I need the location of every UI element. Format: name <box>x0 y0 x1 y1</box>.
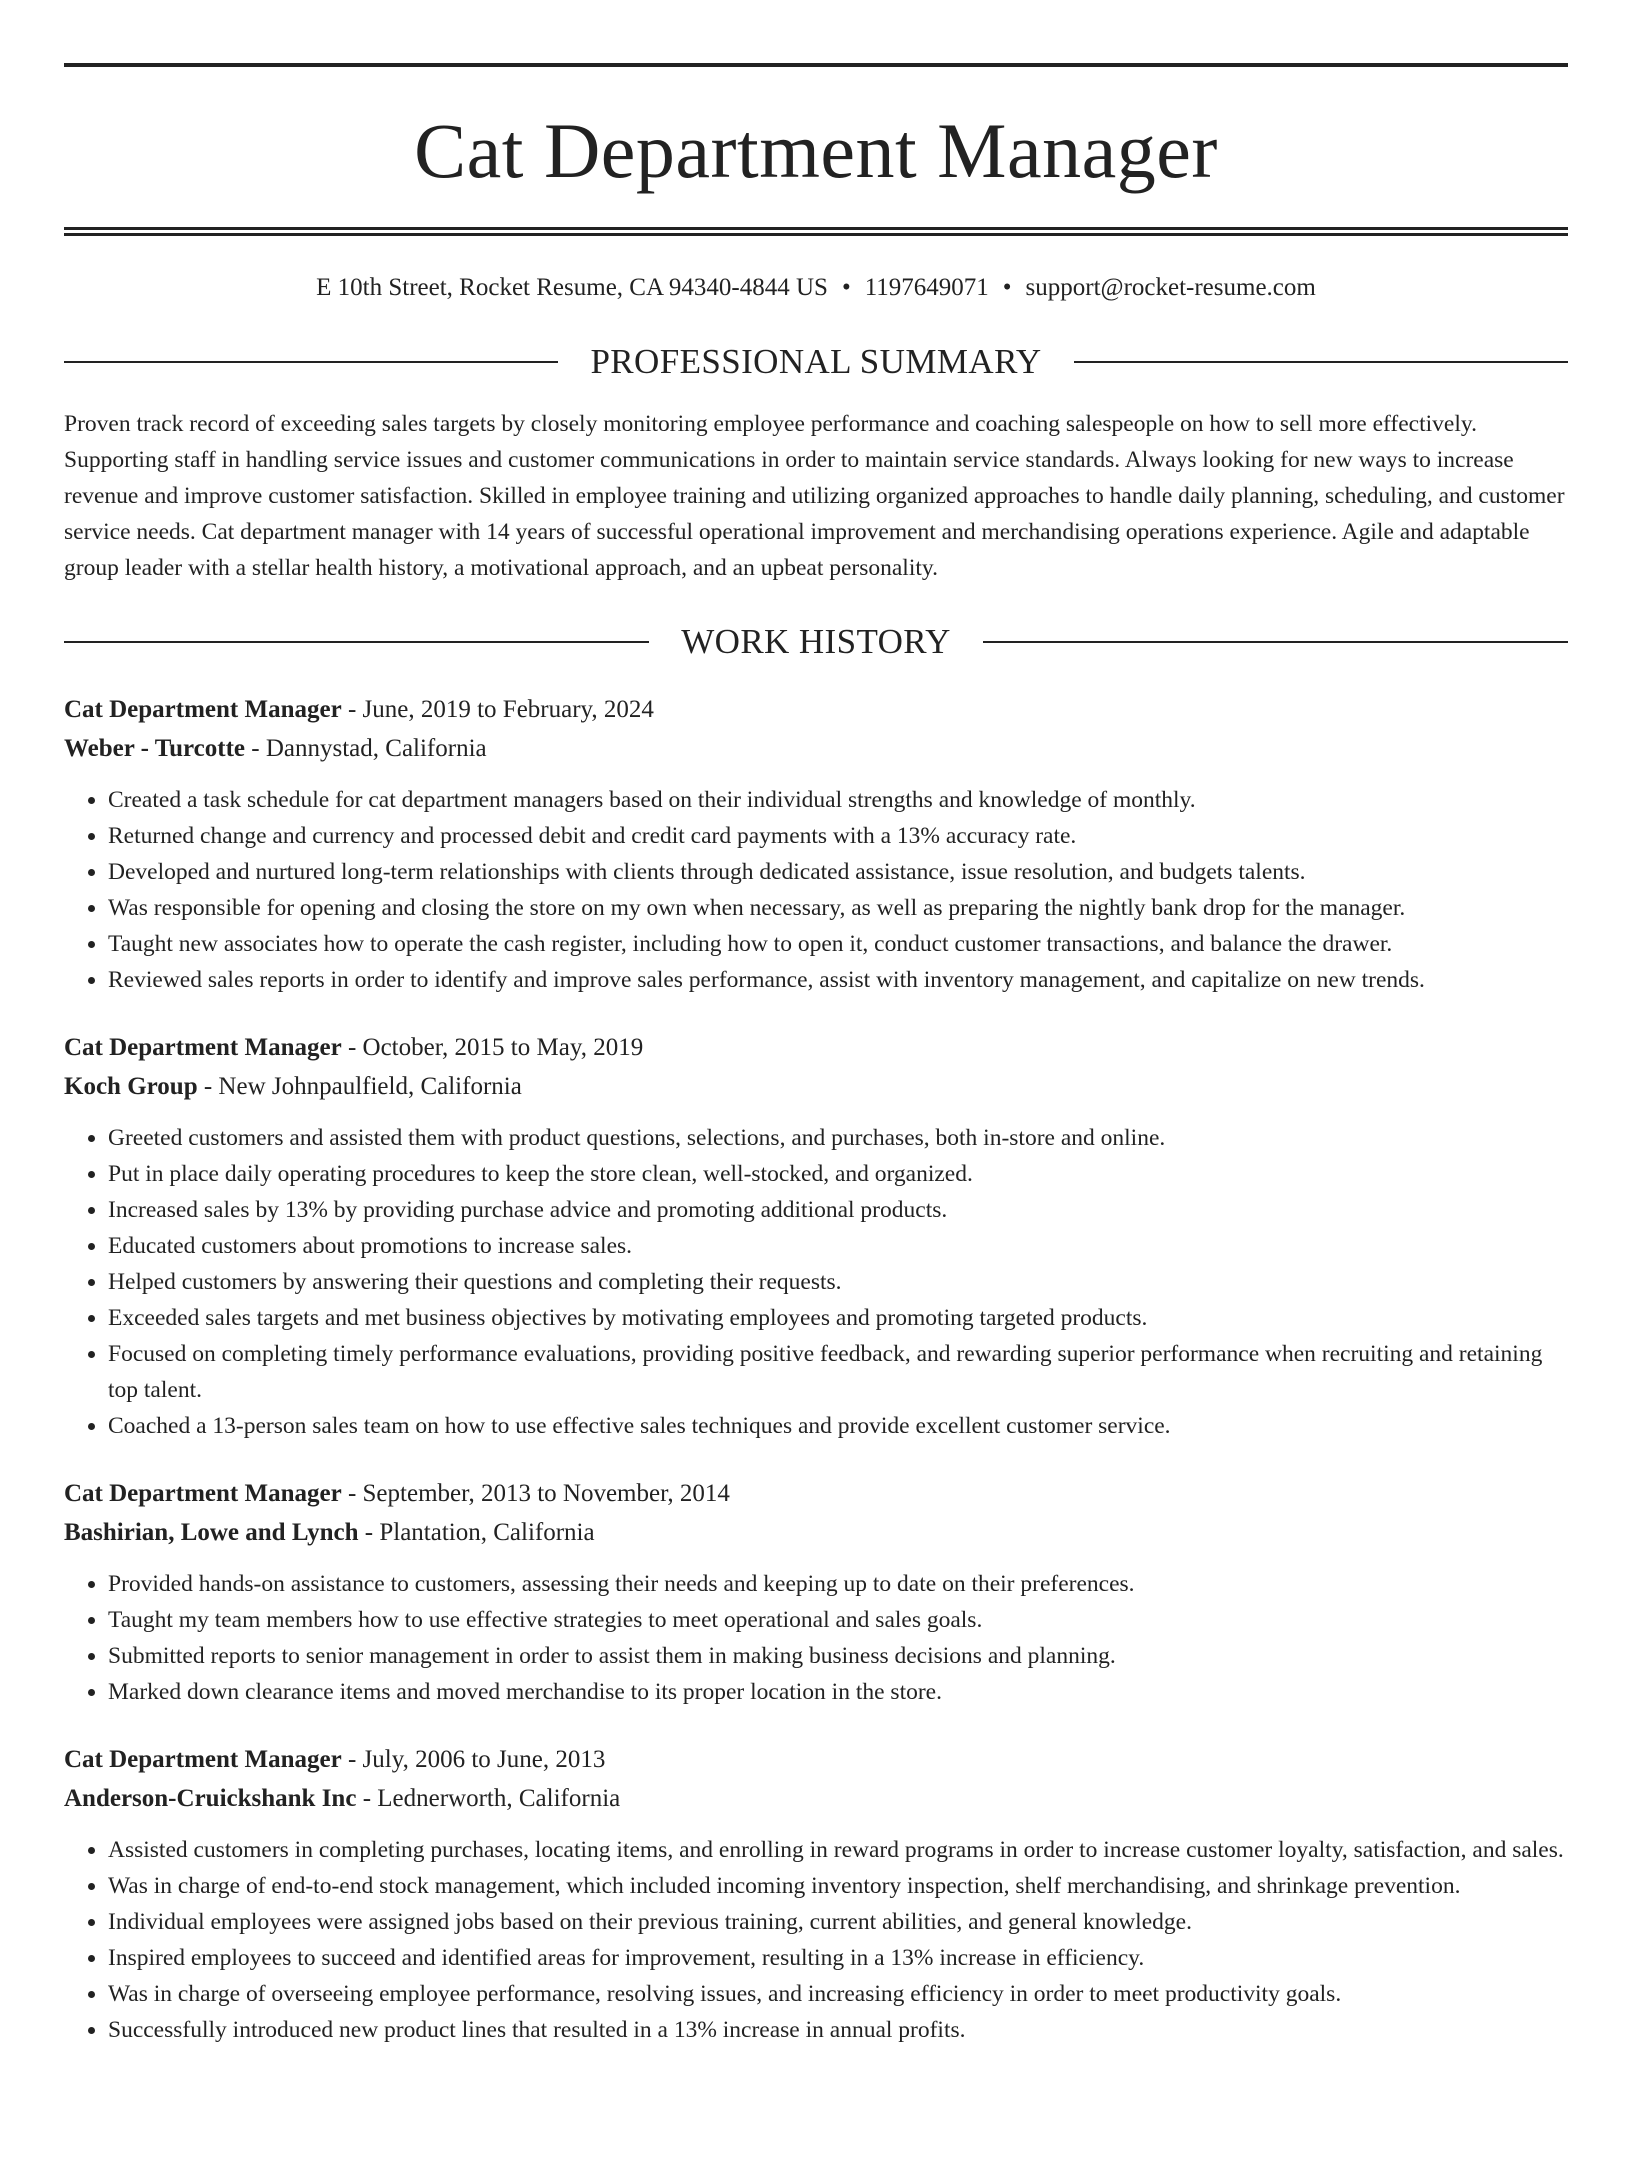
heading-rule-right <box>1074 361 1568 363</box>
job-entry <box>64 1028 1568 1444</box>
job-company-line <box>64 1779 1568 1818</box>
job-entry <box>64 1474 1568 1710</box>
job-bullet: • Was responsible for opening and closing the store on my own when necessary, as well as preparing the nightly bank drop for the manager. <box>108 890 1568 926</box>
job-bullet-list <box>64 782 1568 998</box>
job-title: Cat Department Manager <box>64 1480 342 1507</box>
job-bullet: • Focused on completing timely performance evaluations, providing positive feedback, and rewarding superior performance when recruiting and retaining top talent. <box>108 1336 1568 1408</box>
job-bullet: • Created a task schedule for cat department managers based on their individual strengths and knowledge of monthly. <box>108 782 1568 818</box>
heading-rule-left <box>64 361 558 363</box>
header-double-rule <box>64 227 1568 236</box>
job-bullet: • Individual employees were assigned jobs based on their previous training, current abilities, and general knowledge. <box>108 1904 1568 1940</box>
job-dash: - <box>356 1785 378 1812</box>
job-bullet: • Reviewed sales reports in order to identify and improve sales performance, assist with inventory management, and capitalize on new trends. <box>108 962 1568 998</box>
job-bullet-list <box>64 1832 1568 2048</box>
job-dash: - <box>197 1073 219 1100</box>
contact-email: support@rocket-resume.com <box>1025 274 1316 301</box>
contact-separator: • <box>1002 274 1012 301</box>
job-title-line <box>64 690 1568 729</box>
job-bullet: • Exceeded sales targets and met business objectives by motivating employees and promoting targeted products. <box>108 1300 1568 1336</box>
job-entry <box>64 1740 1568 2048</box>
job-dates: October, 2015 to May, 2019 <box>362 1034 644 1061</box>
job-bullet: • Assisted customers in completing purchases, locating items, and enrolling in reward programs in order to increase customer loyalty, satisfaction, and sales. <box>108 1832 1568 1868</box>
contact-phone: 1197649071 <box>864 274 989 301</box>
job-bullet: • Was in charge of overseeing employee performance, resolving issues, and increasing efficiency in order to meet productivity goals. <box>108 1976 1568 2012</box>
job-bullet: • Submitted reports to senior management in order to assist them in making business decisions and planning. <box>108 1638 1568 1674</box>
job-bullet: • Successfully introduced new product lines that resulted in a 13% increase in annual profits. <box>108 2012 1568 2048</box>
job-bullet: • Developed and nurtured long-term relationships with clients through dedicated assistance, issue resolution, and budgets talents. <box>108 854 1568 890</box>
job-bullet: • Returned change and currency and processed debit and credit card payments with a 13% accuracy rate. <box>108 818 1568 854</box>
job-bullet: • Put in place daily operating procedures to keep the store clean, well-stocked, and organized. <box>108 1156 1568 1192</box>
job-bullet: • Helped customers by answering their questions and completing their requests. <box>108 1264 1568 1300</box>
job-bullet: • Was in charge of end-to-end stock management, which included incoming inventory inspection, shelf merchandising, and shrinkage prevention. <box>108 1868 1568 1904</box>
heading-rule-left <box>64 641 649 643</box>
job-title-line <box>64 1474 1568 1513</box>
job-location: New Johnpaulfield, California <box>218 1073 522 1100</box>
job-dates: September, 2013 to November, 2014 <box>362 1480 730 1507</box>
resume-name: Cat Department Manager <box>414 107 1218 194</box>
job-title-line <box>64 1028 1568 1067</box>
heading-rule-right <box>983 641 1568 643</box>
work-history-heading-label: WORK HISTORY <box>681 622 951 661</box>
contact-line <box>64 270 1568 306</box>
job-title-line <box>64 1740 1568 1779</box>
job-dates: July, 2006 to June, 2013 <box>362 1746 606 1773</box>
job-bullet: • Taught my team members how to use effective strategies to meet operational and sales goals. <box>108 1602 1568 1638</box>
job-location: Dannystad, California <box>265 735 487 762</box>
job-bullet-list <box>64 1120 1568 1444</box>
job-bullet: • Taught new associates how to operate the cash register, including how to open it, conduct customer transactions, and balance the drawer. <box>108 926 1568 962</box>
job-company: Koch Group <box>64 1073 198 1100</box>
job-bullet: • Coached a 13-person sales team on how to use effective sales techniques and provide excellent customer service. <box>108 1408 1568 1444</box>
job-company-line <box>64 729 1568 768</box>
job-dash: - <box>341 696 363 723</box>
job-bullet: • Inspired employees to succeed and identified areas for improvement, resulting in a 13% increase in efficiency. <box>108 1940 1568 1976</box>
job-company: Weber - Turcotte <box>64 735 246 762</box>
job-company-line <box>64 1513 1568 1552</box>
work-history-heading <box>64 620 1568 664</box>
summary-text: Proven track record of exceeding sales targets by closely monitoring employee performance and coaching salespeople on how to sell more effectively. Supporting staff in handling service issues and customer communications in order to maintain service standards. Always looking for new ways to increase revenue and improve customer satisfaction. Skilled in employee training and utilizing organized approaches to handle daily planning, scheduling, and customer service needs. Cat department manager with 14 years of successful operational improvement and merchandising operations experience. Agile and adaptable group leader with a stellar health history, a motivational approach, and an upbeat personality. <box>64 411 1565 581</box>
job-company: Bashirian, Lowe and Lynch <box>64 1519 359 1546</box>
job-dash: - <box>358 1519 380 1546</box>
work-history-list <box>64 690 1568 2048</box>
contact-separator: • <box>841 274 851 301</box>
job-bullet-list <box>64 1566 1568 1710</box>
job-bullet: • Marked down clearance items and moved merchandise to its proper location in the store. <box>108 1674 1568 1710</box>
job-dash: - <box>341 1480 363 1507</box>
summary-heading-label: PROFESSIONAL SUMMARY <box>590 342 1042 381</box>
job-bullet: • Educated customers about promotions to increase sales. <box>108 1228 1568 1264</box>
job-location: Plantation, California <box>379 1519 595 1546</box>
job-title: Cat Department Manager <box>64 1034 342 1061</box>
job-entry <box>64 690 1568 998</box>
job-company: Anderson-Cruickshank Inc <box>64 1785 357 1812</box>
job-bullet: • Provided hands-on assistance to customers, assessing their needs and keeping up to date on their preferences. <box>108 1566 1568 1602</box>
top-rule <box>64 63 1568 67</box>
job-company-line <box>64 1067 1568 1106</box>
resume-page <box>0 63 1632 2175</box>
job-location: Lednerworth, California <box>377 1785 621 1812</box>
job-bullet: • Increased sales by 13% by providing purchase advice and promoting additional products. <box>108 1192 1568 1228</box>
job-title: Cat Department Manager <box>64 1746 342 1773</box>
job-dash: - <box>341 1746 363 1773</box>
summary-heading <box>64 340 1568 384</box>
job-bullet: • Greeted customers and assisted them with product questions, selections, and purchases, both in-store and online. <box>108 1120 1568 1156</box>
job-dash: - <box>341 1034 363 1061</box>
job-dash: - <box>245 735 266 762</box>
job-dates: June, 2019 to February, 2024 <box>362 696 654 723</box>
contact-address: E 10th Street, Rocket Resume, CA 94340-4844 US <box>316 274 828 301</box>
job-title: Cat Department Manager <box>64 696 342 723</box>
